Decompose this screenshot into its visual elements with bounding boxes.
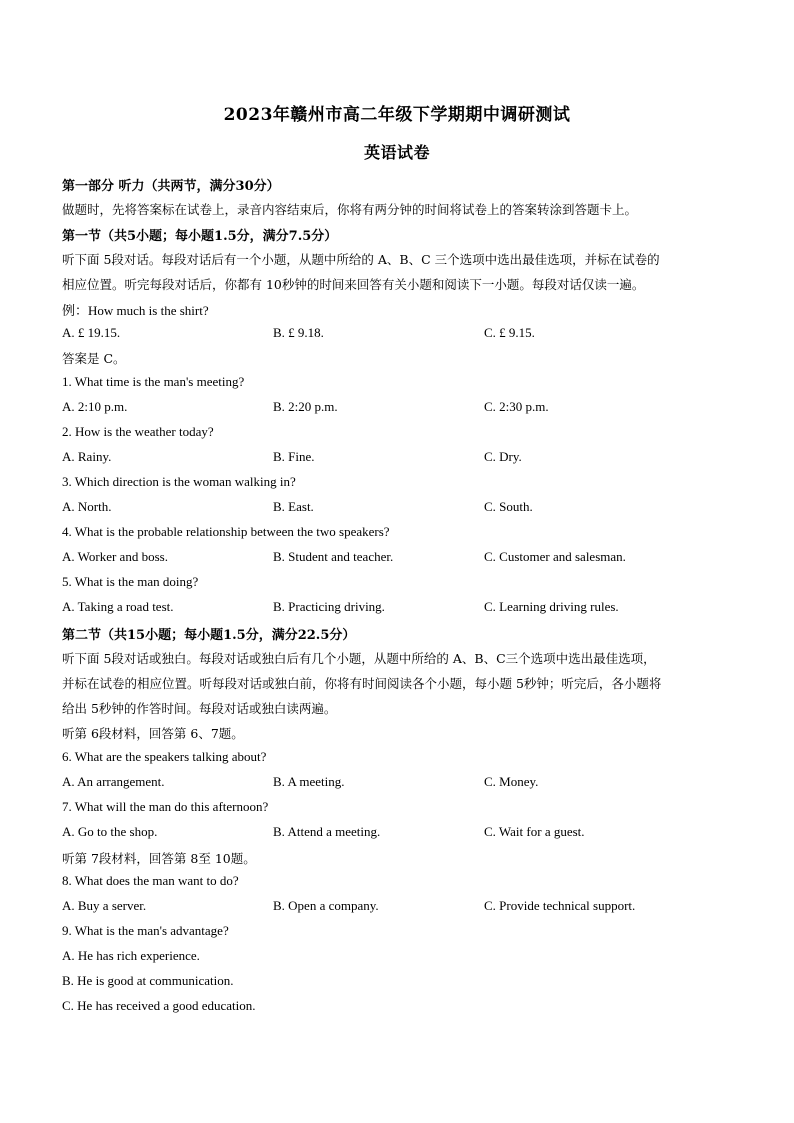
section2-instruction-line1: 听下面 5段对话或独白。每段对话或独白后有几个小题，从题中所给的 A、B、C三个选项中选出最佳选项， <box>62 651 656 666</box>
q2-option-a: A. Rainy. <box>62 449 112 464</box>
q7-option-c: C. Wait for a guest. <box>484 824 585 839</box>
q1-option-b: B. 2:20 p.m. <box>273 399 338 414</box>
question-4: 4. What is the probable relationship between the two speakers? <box>62 524 390 539</box>
q6-option-b: B. A meeting. <box>273 774 345 789</box>
question-6: 6. What are the speakers talking about? <box>62 749 267 764</box>
q6-option-c: C. Money. <box>484 774 539 789</box>
q3-option-a: A. North. <box>62 499 112 514</box>
question-2: 2. How is the weather today? <box>62 424 214 439</box>
example-question: 例：How much is the shirt? <box>62 303 209 318</box>
q8-option-a: A. Buy a server. <box>62 898 147 913</box>
q5-option-b: B. Practicing driving. <box>273 599 385 614</box>
material-7-heading: 听第 7段材料，回答第 8至 10题。 <box>62 851 256 866</box>
example-option-c: C. £ 9.15. <box>484 325 535 340</box>
material-6-heading: 听第 6段材料，回答第 6、7题。 <box>62 726 244 741</box>
q8-option-c: C. Provide technical support. <box>484 898 636 913</box>
q4-option-b: B. Student and teacher. <box>273 549 394 564</box>
example-option-a: A. £ 19.15. <box>62 325 121 340</box>
section2-instruction-line2: 并标在试卷的相应位置。听每段对话或独白前，你将有时间阅读各个小题，每小题 5秒钟；听完后，各小题将 <box>62 676 662 691</box>
example-answer: 答案是 C。 <box>62 351 126 366</box>
q1-option-a: A. 2:10 p.m. <box>62 399 128 414</box>
q5-option-a: A. Taking a road test. <box>62 599 174 614</box>
question-3: 3. Which direction is the woman walking in? <box>62 474 296 489</box>
q9-option-b: B. He is good at communication. <box>62 973 234 988</box>
question-5: 5. What is the man doing? <box>62 574 199 589</box>
q1-option-c: C. 2:30 p.m. <box>484 399 549 414</box>
q4-option-c: C. Customer and salesman. <box>484 549 626 564</box>
exam-subtitle: 英语试卷 <box>363 143 430 162</box>
q6-option-a: A. An arrangement. <box>62 774 165 789</box>
part1-instruction: 做题时，先将答案标在试卷上，录音内容结束后，你将有两分钟的时间将试卷上的答案转涂到答题卡上。 <box>62 202 638 217</box>
q7-option-a: A. Go to the shop. <box>62 824 158 839</box>
q5-option-c: C. Learning driving rules. <box>484 599 619 614</box>
section1-instruction-line2: 相应位置。听完每段对话后，你都有 10秒钟的时间来回答有关小题和阅读下一小题。每段对话仅读一遍。 <box>62 277 645 292</box>
question-9: 9. What is the man's advantage? <box>62 923 229 938</box>
question-1: 1. What time is the man's meeting? <box>62 374 245 389</box>
question-7: 7. What will the man do this afternoon? <box>62 799 269 814</box>
q7-option-b: B. Attend a meeting. <box>273 824 381 839</box>
section2-heading: 第二节（共15小题；每小题1.5分，满分22.5分） <box>62 628 356 643</box>
q3-option-b: B. East. <box>273 499 314 514</box>
section1-heading: 第一节（共5小题；每小题1.5分，满分7.5分） <box>62 229 338 244</box>
q2-option-c: C. Dry. <box>484 449 522 464</box>
q2-option-b: B. Fine. <box>273 449 315 464</box>
q9-option-a: A. He has rich experience. <box>62 948 200 963</box>
part1-heading: 第一部分 听力（共两节，满分30分） <box>62 179 280 194</box>
section2-instruction-line3: 给出 5秒钟的作答时间。每段对话或独白读两遍。 <box>62 701 337 716</box>
example-option-b: B. £ 9.18. <box>273 325 324 340</box>
q8-option-b: B. Open a company. <box>273 898 379 913</box>
q4-option-a: A. Worker and boss. <box>62 549 168 564</box>
question-8: 8. What does the man want to do? <box>62 873 239 888</box>
exam-title: 2023年赣州市高二年级下学期期中调研测试 <box>223 105 571 125</box>
q9-option-c: C. He has received a good education. <box>62 998 256 1013</box>
section1-instruction-line1: 听下面 5段对话。每段对话后有一个小题，从题中所给的 A、B、C 三个选项中选出最佳选项，并标在试卷的 <box>62 252 660 267</box>
q3-option-c: C. South. <box>484 499 533 514</box>
